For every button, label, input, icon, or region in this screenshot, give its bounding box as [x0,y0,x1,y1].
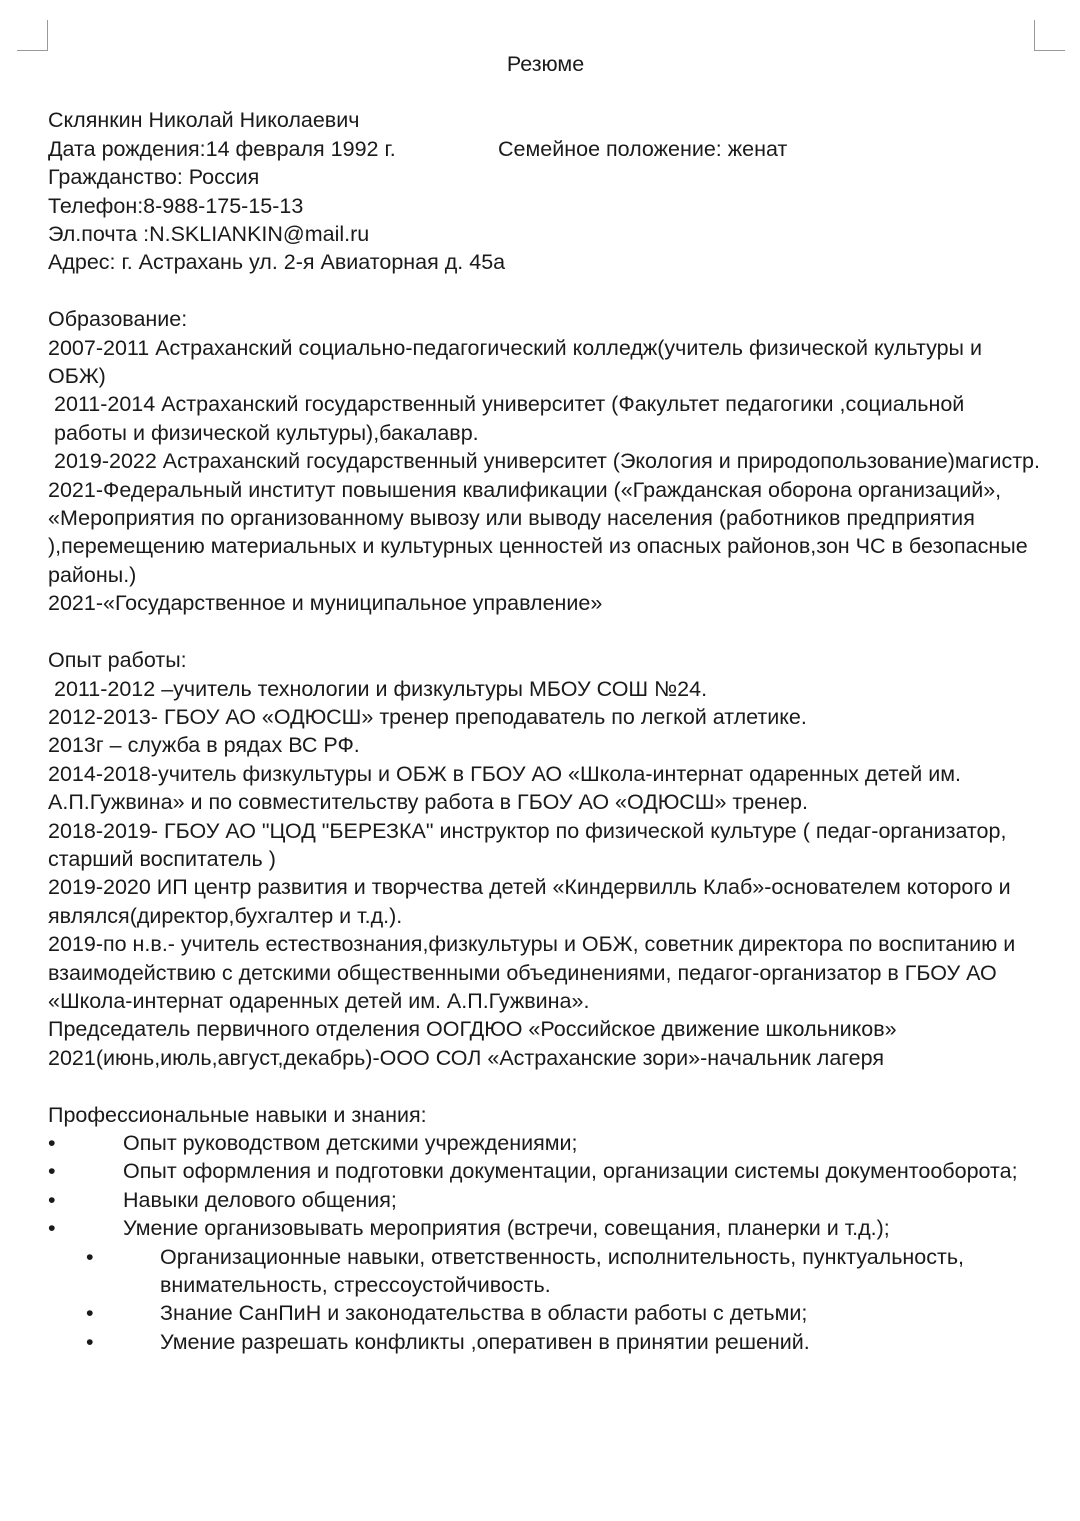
skill-text: Опыт руководством детскими учреждениями; [123,1130,578,1155]
skill-text: Умение организовывать мероприятия (встречи, совещания, планерки и т.д.); [123,1216,890,1241]
skill-text: Знание СанПиН и законодательства в области работы с детьми; [160,1301,808,1326]
page-corner-mark-top-left [17,20,48,51]
education-section [48,305,1043,617]
bullet-icon: • [48,1187,56,1212]
bullet-icon: • [48,1130,56,1155]
full-name: Склянкин Николай Николаевич [48,108,360,133]
experience-item: 2021(июнь,июль,август,декабрь)-ООО СОЛ «Астраханские зори»-начальник лагеря [48,1045,884,1070]
bullet-icon: • [48,1216,56,1241]
skill-text: Опыт оформления и подготовки документации, организации системы документооборота; [123,1159,1018,1184]
bullet-icon: • [48,1159,56,1184]
email: Эл.почта :N.SKLIANKIN@mail.ru [48,222,370,247]
education-item: 2021-Федеральный институт повышения квалификации («Гражданская оборона организаций», «Мероприятия по организованному вывозу или выводу населения (работников предприятия ),перемещению материальных и культурных ценностей из опасных районов,зон ЧС в безопасные районы.) [48,477,1028,587]
experience-item: 2011-2012 –учитель технологии и физкультуры МБОУ СОШ №24. [54,676,708,701]
education-item: 2011-2014 Астраханский государственный университет (Факультет педагогики ,социальной работы и физической культуры),бакалавр. [54,392,965,445]
bullet-icon: • [86,1329,94,1354]
list-item [48,1328,1043,1356]
list-item [48,1243,1043,1300]
family-status: Семейное положение: женат [498,136,788,161]
experience-item: 2012-2013- ГБОУ АО «ОДЮСШ» тренер преподаватель по легкой атлетике. [48,704,807,729]
skill-text: Умение разрешать конфликты ,оперативен в принятии решений. [160,1329,810,1354]
education-item: 2019-2022 Астраханский государственный университет (Экология и природопользование)магистр. [54,449,1040,474]
experience-item: 2013г – служба в рядах ВС РФ. [48,733,360,758]
skills-section [48,1101,1043,1357]
skill-text: Организационные навыки, ответственность, исполнительность, пунктуальность, внимательность, стрессоустойчивость. [160,1244,965,1298]
education-item: 2007-2011 Астраханский социально-педагогический колледж(учитель физической культуры и ОБЖ) [48,335,982,389]
experience-section [48,646,1043,1072]
skills-list-primary [48,1129,1043,1243]
document-page [48,50,1043,1356]
phone: Телефон:8-988-175-15-13 [48,193,304,218]
skill-text: Навыки делового общения; [123,1187,397,1212]
bullet-icon: • [86,1244,94,1269]
list-item [48,1186,1043,1214]
education-item: 2021-«Государственное и муниципальное управление» [48,591,603,616]
experience-item: Председатель первичного отделения ООГДЮО «Российское движение школьников» [48,1017,897,1042]
experience-item: 2019-2020 ИП центр развития и творчества детей «Киндервилль Клаб»-основателем которого и являлся(директор,бухгалтер и т.д.). [48,875,1011,928]
experience-item: 2019-по н.в.- учитель естествознания,физкультуры и ОБЖ, советник директора по воспитанию и взаимодействию с детскими общественными объединениями, педагог-организатор в ГБОУ АО «Школа-интернат одаренных детей им. А.П.Гужвина». [48,932,1016,1013]
experience-item: 2018-2019- ГБОУ АО "ЦОД "БЕРЕЗКА" инструктор по физической культуре ( педаг-организатор, старший воспитатель ) [48,818,1007,871]
personal-info [48,106,1043,276]
list-item [48,1157,1043,1185]
education-heading: Образование: [48,307,188,332]
list-item [48,1129,1043,1157]
bullet-icon: • [86,1301,94,1326]
address: Адрес: г. Астрахань ул. 2-я Авиаторная д. 45а [48,250,506,275]
experience-item: 2014-2018-учитель физкультуры и ОБЖ в ГБОУ АО «Школа-интернат одаренных детей им. А.П.Гужвина» и по совместительству работа в ГБОУ АО «ОДЮСШ» тренер. [48,761,961,815]
list-item [48,1214,1043,1242]
page-corner-mark-top-right [1034,20,1065,51]
birth-date: Дата рождения:14 февраля 1992 г. [48,136,396,161]
list-item [48,1299,1043,1327]
birth-family-row [48,135,1043,163]
skills-list-secondary [48,1243,1043,1357]
skills-heading: Профессиональные навыки и знания: [48,1102,427,1127]
document-title: Резюме [506,52,585,76]
citizenship: Гражданство: Россия [48,165,260,190]
experience-heading: Опыт работы: [48,648,187,673]
